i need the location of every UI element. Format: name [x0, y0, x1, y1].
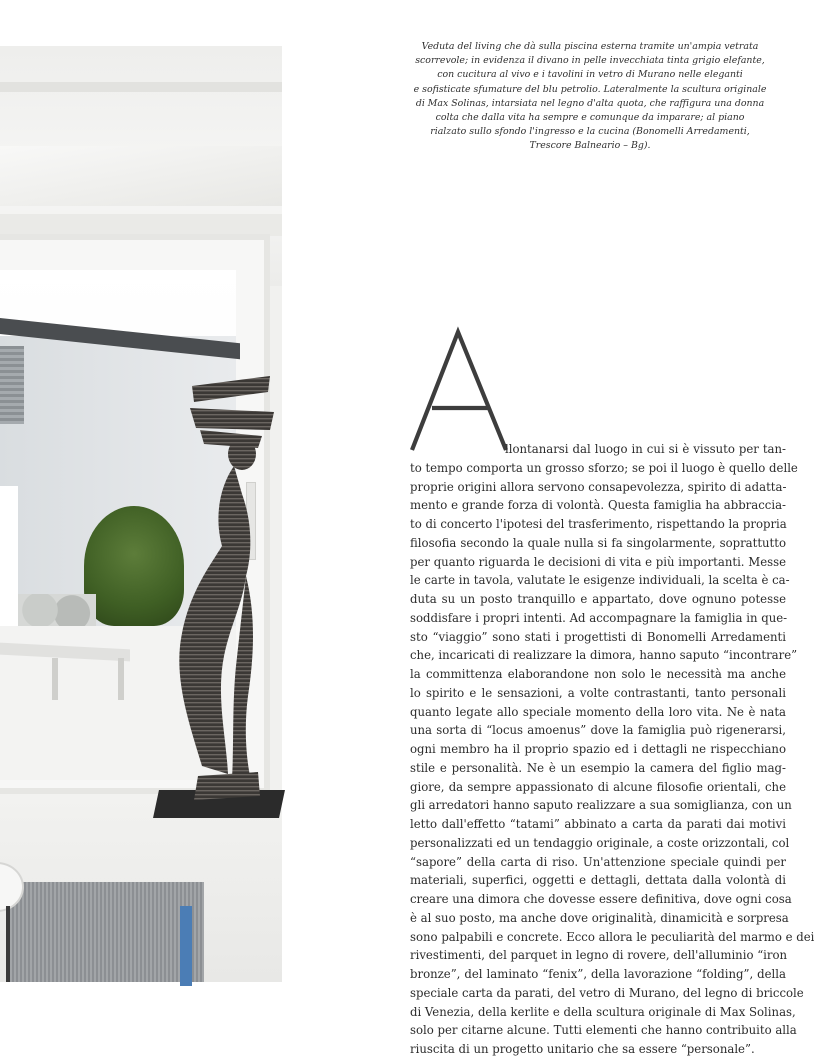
caption-line: colta che dalla vita ha sempre e comunque da imparare; al piano	[435, 112, 745, 124]
rug-edge	[180, 906, 192, 986]
article-line: solo per citarne alcune. Tutti elementi che hanno contribuito alla	[410, 1023, 797, 1038]
article-line: letto dall'effetto “tatami” abbinato a carta da parati dai motivi	[410, 817, 786, 831]
article-line: che, incaricati di realizzare la dimora, hanno saputo “incontrare”	[410, 648, 798, 663]
article-line: quanto legate allo speciale momento della loro vita. Ne è nata	[410, 704, 786, 719]
article-line: soddisfare i propri intenti. Ad accompagnare la famiglia in que-	[410, 610, 788, 625]
garden-rocks	[16, 594, 96, 626]
caption-line: Trescore Balneario – Bg).	[529, 140, 651, 152]
article-line: sono palpabili e concrete. Ecco allora le peculiarità del marmo e dei	[410, 929, 814, 944]
photo-caption	[412, 40, 768, 154]
article-line: riuscita di un progetto unitario che sa essere “personale”.	[410, 1042, 755, 1056]
caption-line: rialzato sullo sfondo l'ingresso e la cucina (Bonomelli Arredamenti,	[430, 126, 750, 138]
window-shutter	[0, 346, 24, 424]
article-line: mento e grande forza di volontà. Questa famiglia ha abbraccia-	[410, 498, 786, 513]
article-line: creare una dimora che dovesse essere definitiva, dove ogni cosa	[410, 892, 792, 906]
article-line: llontanarsi dal luogo in cui si è vissuto per tan-	[505, 442, 786, 456]
article-line: speciale carta da parati, del vetro di Murano, del legno di briccole	[410, 985, 804, 1000]
ceiling-beam	[0, 146, 282, 206]
caption-line: scorrevole; in evidenza il divano in pelle invecchiata tinta grigio elefante,	[415, 55, 765, 67]
ceiling-beam	[0, 214, 282, 236]
article-line: ogni membro ha il proprio spazio ed i dettagli ne rispecchiano	[410, 742, 786, 756]
side-table-leg	[6, 906, 10, 982]
article-line: è al suo posto, ma anche dove originalità, dinamicità e sorpresa	[410, 910, 789, 925]
article-line: bronze”, del laminato “fenix”, della lavorazione “folding”, della	[410, 967, 786, 981]
article-line: to di concerto l'ipotesi del trasferimento, rispettando la propria	[410, 517, 787, 531]
article-line: le carte in tavola, valutate le esigenze individuali, la scelta è ca-	[410, 573, 790, 588]
article-line: personalizzati ed un tendaggio originale, a coste orizzontali, col	[410, 835, 790, 850]
article-line: la committenza elaborandone non solo le necessità ma anche	[410, 667, 786, 681]
rug	[8, 882, 204, 982]
article-line: to tempo comporta un grosso sforzo; se poi il luogo è quello delle	[410, 460, 798, 475]
article-line: materiali, superfici, oggetti e dettagli, dettata dalla volontà di	[410, 873, 786, 888]
sculpture-figure	[150, 326, 290, 806]
article-line: di Venezia, della kerlite e della scultura originale di Max Solinas,	[410, 1004, 796, 1019]
article-line: duta su un posto tranquillo e appartato, dove ognuno potesse	[410, 592, 786, 606]
interior-photo	[0, 46, 282, 982]
sun-lounger-leg	[118, 658, 124, 700]
caption-line: Veduta del living che dà sulla piscina esterna tramite un'ampia vetrata	[421, 41, 759, 52]
article-line: stile e personalità. Ne è un esempio la camera del figlio mag-	[410, 760, 786, 775]
interior-wall	[0, 486, 18, 626]
article-line: giore, da sempre appassionato di alcune filosofie orientali, che	[410, 779, 786, 794]
article-line: lo spirito e le sensazioni, a volte contrastanti, tanto personali	[410, 685, 786, 700]
article-body	[410, 440, 814, 1059]
caption-line: e sofisticate sfumature del blu petrolio. Lateralmente la scultura originale	[413, 83, 767, 95]
article-line: gli arredatori hanno saputo realizzare a sua somiglianza, con un	[410, 798, 792, 813]
caption-line: di Max Solinas, intarsiata nel legno d'alta quota, che raffigura una donna	[415, 97, 765, 109]
article-line: per quanto riguarda le decisioni di vita e più importanti. Messe	[410, 554, 787, 569]
article-line: proprie origini allora servono consapevolezza, spirito di adatta-	[410, 479, 787, 494]
sun-lounger-leg	[52, 658, 58, 700]
ceiling-beam	[0, 82, 282, 92]
article-line: rivestimenti, del parquet in legno di rovere, dell'alluminio “iron	[410, 948, 788, 963]
drop-cap	[410, 330, 510, 452]
article-line: sto “viaggio” sono stati i progettisti di Bonomelli Arredamenti	[410, 629, 786, 644]
article-line: filosofia secondo la quale nulla si fa singolarmente, soprattutto	[410, 535, 786, 550]
article-line: una sorta di “locus amoenus” dove la famiglia può rigenerarsi,	[410, 723, 786, 738]
article-line: “sapore” della carta di riso. Un'attenzione speciale quindi per	[410, 854, 786, 869]
caption-line: con cucitura al vivo e i tavolini in vetro di Murano nelle eleganti	[437, 69, 743, 81]
